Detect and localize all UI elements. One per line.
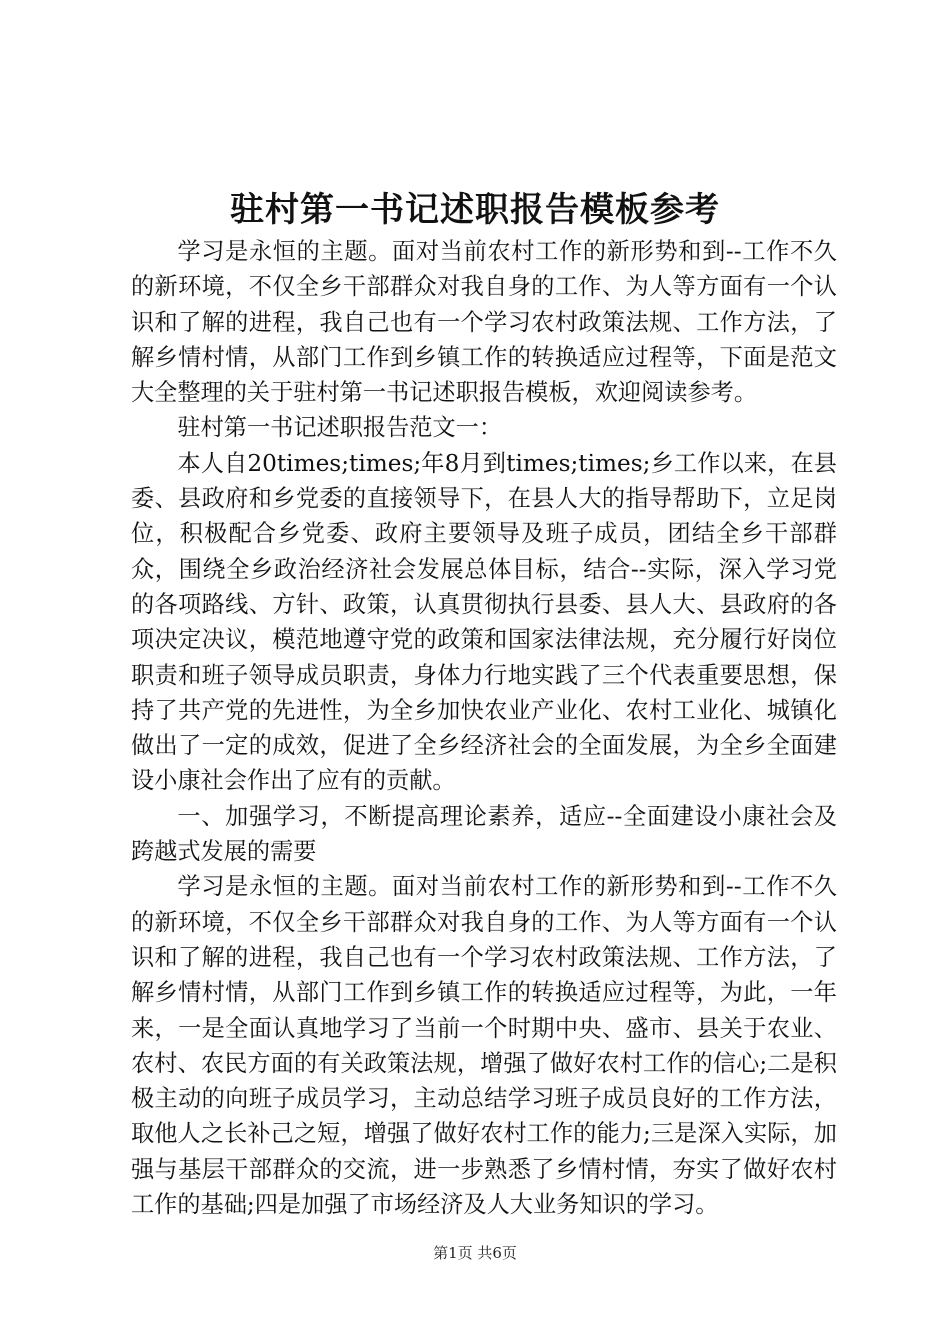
document-body bbox=[131, 234, 837, 1222]
document-title: 驻村第一书记述职报告模板参考 bbox=[230, 190, 720, 230]
section-heading: 一、加强学习，不断提高理论素养，适应--全面建设小康社会及跨越式发展的需要 bbox=[131, 802, 837, 866]
sample-heading: 驻村第一书记述职报告范文一： bbox=[177, 414, 503, 442]
study-paragraph: 学习是永恒的主题。面对当前农村工作的新形势和到--工作不久的新环境，不仅全乡干部群众对我自身的工作、为人等方面有一个认识和了解的进程，我自己也有一个学习农村政策法规、工作方法，了解乡情村情，从部门工作到乡镇工作的转换适应过程等，为此，一年来，一是全面认真地学习了当前一个时期中央、盛市、县关于农业、农村、农民方面的有关政策法规，增强了做好农村工作的信心;二是积极主动的向班子成员学习，主动总结学习班子成员良好的工作方法，取他人之长补己之短，增强了做好农村工作的能力;三是深入实际，加强与基层干部群众的交流，进一步熟悉了乡情村情，夯实了做好农村工作的基础;四是加强了市场经济及人大业务知识的学习。 bbox=[131, 873, 837, 1219]
intro-paragraph: 学习是永恒的主题。面对当前农村工作的新形势和到--工作不久的新环境，不仅全乡干部群众对我自身的工作、为人等方面有一个认识和了解的进程，我自己也有一个学习农村政策法规、工作方法，了解乡情村情，从部门工作到乡镇工作的转换适应过程等，下面是范文大全整理的关于驻村第一书记述职报告模板，欢迎阅读参考。 bbox=[131, 238, 837, 407]
report-paragraph: 本人自20times;times;年8月到times;times;乡工作以来，在县委、县政府和乡党委的直接领导下，在县人大的指导帮助下，立足岗位，积极配合乡党委、政府主要领导及班子成员，团结全乡干部群众，围绕全乡政治经济社会发展总体目标，结合--实际，深入学习党的各项路线、方针、政策，认真贯彻执行县委、县人大、县政府的各项决定决议，模范地遵守党的政策和国家法律法规，充分履行好岗位职责和班子领导成员职责，身体力行地实践了三个代表重要思想，保持了共产党的先进性，为全乡加快农业产业化、农村工业化、城镇化做出了一定的成效，促进了全乡经济社会的全面发展，为全乡全面建设小康社会作出了应有的贡献。 bbox=[131, 449, 837, 795]
page-footer: 第1页 共6页 bbox=[433, 1244, 517, 1262]
